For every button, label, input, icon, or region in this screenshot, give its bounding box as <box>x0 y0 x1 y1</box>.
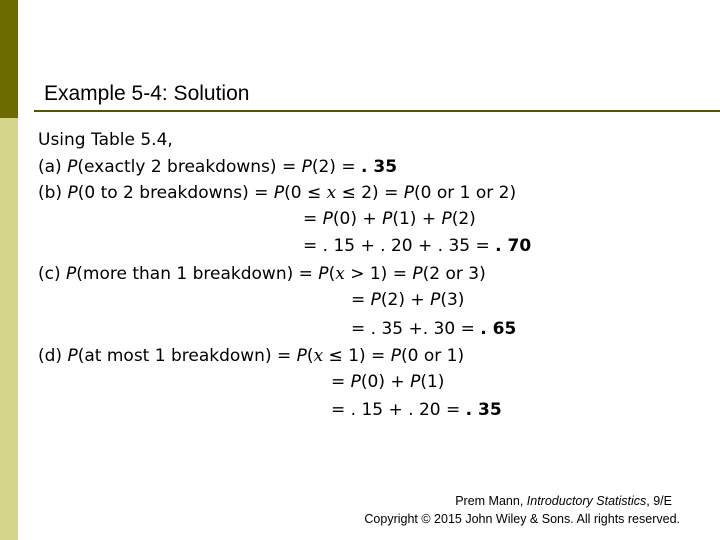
part-d-text: (at most 1 breakdown) = <box>77 346 297 366</box>
part-b-text: (0) + <box>332 209 383 229</box>
part-b-text: (0 to 2 breakdowns) = <box>77 183 274 203</box>
equals-sign: = <box>331 372 351 392</box>
part-a-text: (2) = <box>311 157 361 177</box>
prob-symbol: P <box>67 183 78 203</box>
prob-symbol: P <box>301 157 312 177</box>
part-b-text: ≤ 2) = <box>336 183 404 203</box>
prob-symbol: P <box>273 183 285 203</box>
part-a-text: (exactly 2 breakdowns) = <box>77 157 302 177</box>
part-b-label: (b) <box>38 183 68 203</box>
part-c-text: > 1) = <box>344 264 413 284</box>
part-d-line-1 <box>38 346 464 366</box>
prob-symbol: P <box>412 264 423 284</box>
part-d-line-2 <box>331 372 444 392</box>
part-b-line-2 <box>303 209 476 229</box>
title-divider <box>34 110 720 112</box>
prob-symbol: P <box>370 290 381 310</box>
part-b-answer: . 70 <box>495 236 532 256</box>
prob-symbol: P <box>67 157 78 177</box>
part-d-text: (1) <box>420 372 445 392</box>
prob-symbol: P <box>66 264 77 284</box>
footer-edition: , 9/E <box>646 494 672 508</box>
part-d-answer: . 35 <box>465 400 502 420</box>
prob-symbol: P <box>403 183 415 203</box>
prob-symbol: P <box>382 209 393 229</box>
part-c-text: = . 35 +. 30 = <box>351 319 481 339</box>
footer-copyright: Copyright © 2015 John Wiley & Sons. All rights reserved. <box>364 512 680 526</box>
part-b-line-1 <box>38 183 516 203</box>
part-c-text: ( <box>328 264 336 284</box>
prob-symbol: P <box>296 346 307 366</box>
part-c-label: (c) <box>38 264 67 284</box>
footer-citation <box>455 494 672 508</box>
footer-author: Prem Mann, <box>455 494 527 508</box>
part-c-text: (2) + <box>380 290 431 310</box>
part-d-text: ( <box>306 346 314 366</box>
part-b-text: (1) + <box>392 209 442 229</box>
part-b-text: (0 or 1 or 2) <box>414 183 517 203</box>
prob-symbol: P <box>350 372 361 392</box>
part-b-text: (2) <box>451 209 476 229</box>
prob-symbol: P <box>318 264 329 284</box>
part-c-answer: . 65 <box>480 319 517 339</box>
part-c-line-1 <box>38 264 486 284</box>
variable-x: x <box>335 264 345 284</box>
part-d-text: = . 15 + . 20 = <box>331 400 466 420</box>
part-a-line <box>38 157 397 177</box>
part-d-text: (0) + <box>360 372 411 392</box>
footer-book-title: Introductory Statistics <box>526 494 647 508</box>
intro-line <box>38 130 173 150</box>
part-a-label: (a) <box>38 157 68 177</box>
part-c-text: (3) <box>440 290 465 310</box>
part-d-label: (d) <box>38 346 68 366</box>
part-d-line-3 <box>331 400 502 420</box>
part-b-text: = . 15 + . 20 + . 35 = <box>303 236 496 256</box>
prob-symbol: P <box>410 372 421 392</box>
variable-x: x <box>326 183 337 203</box>
prob-symbol: P <box>390 346 401 366</box>
part-b-line-3 <box>303 236 531 256</box>
equals-sign: = <box>303 209 323 229</box>
part-d-text: (0 or 1) <box>400 346 465 366</box>
part-c-text: (more than 1 breakdown) = <box>76 264 319 284</box>
prob-symbol: P <box>67 346 78 366</box>
slide-title: Example 5-4: Solution <box>44 82 250 105</box>
part-c-line-2 <box>351 290 464 310</box>
prob-symbol: P <box>322 209 333 229</box>
part-c-line-3 <box>351 319 516 339</box>
prob-symbol: P <box>441 209 452 229</box>
part-a-answer: . 35 <box>361 157 398 177</box>
accent-bar-dark <box>0 0 18 118</box>
part-b-text: (0 ≤ <box>284 183 327 203</box>
accent-bar-light <box>0 118 18 540</box>
equals-sign: = <box>351 290 371 310</box>
prob-symbol: P <box>430 290 441 310</box>
part-c-text: (2 or 3) <box>422 264 486 284</box>
variable-x: x <box>313 346 324 366</box>
intro-text: Using Table 5.4, <box>38 130 173 150</box>
part-d-text: ≤ 1) = <box>323 346 391 366</box>
